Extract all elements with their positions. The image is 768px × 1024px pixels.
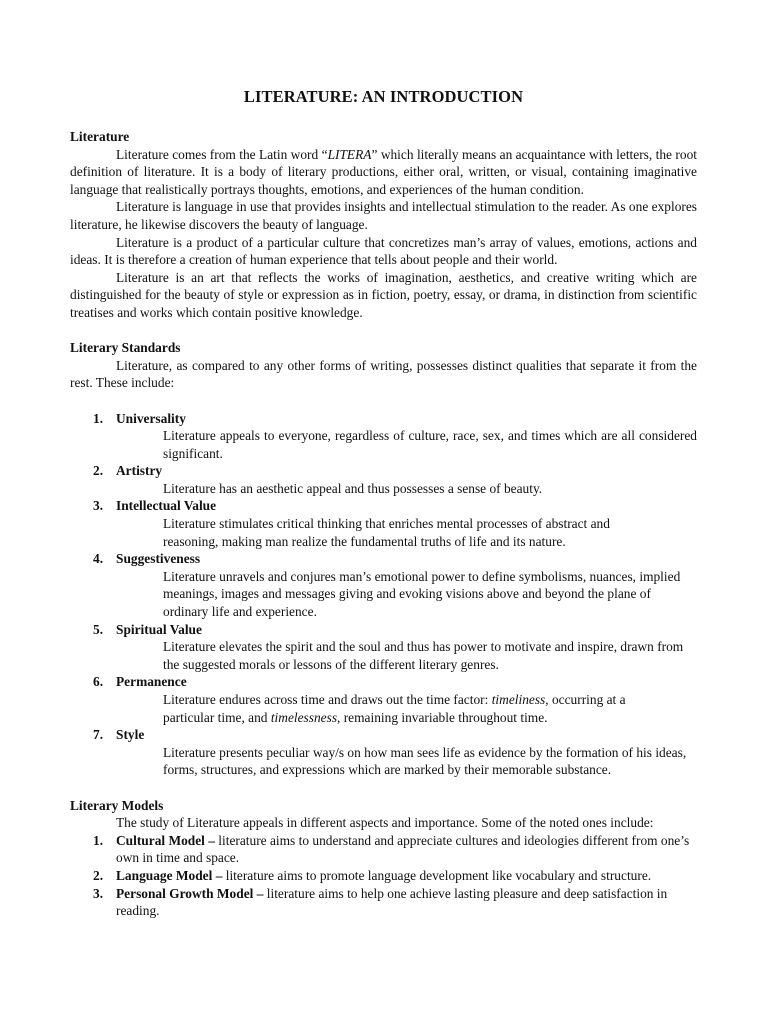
p1-text-after: ” which literally means an acquaintance with letters, the root definition of literature. It is a body of literary productions, either oral, written, or visual, containing imaginative language that realistically portrays thoughts, emotions, and experiences of the human condition. (70, 146, 697, 197)
list-item (70, 726, 697, 779)
model-title: Language Model – (116, 867, 223, 883)
standard-title: Spiritual Value (116, 621, 202, 637)
model-title: Personal Growth Model – (116, 885, 264, 901)
list-number: 6. (93, 674, 104, 690)
permanence-text-a: Literature endures across time and draws out the time factor: (163, 692, 492, 707)
list-number: 2. (93, 463, 104, 479)
permanence-text-c: , remaining invariable throughout time. (337, 709, 548, 725)
list-number: 1. (93, 410, 104, 426)
standard-title: Suggestiveness (116, 551, 201, 567)
standard-description (116, 691, 697, 726)
model-title: Cultural Model – (116, 832, 215, 848)
p1-italic-word: LITERA (327, 146, 372, 162)
list-item (70, 550, 697, 620)
models-intro: The study of Literature appeals in different aspects and importance. Some of the noted ones include: (116, 815, 654, 831)
list-item (70, 832, 697, 867)
literature-paragraph-4: Literature is an art that reflects the works of imagination, aesthetics, and creative writing which are distinguished for the beauty of style or expression as in fiction, poetry, essay, or drama, in distinction from scientific treatises and works which contain positive knowledge. (70, 269, 697, 320)
list-item (70, 410, 697, 463)
standard-description: Literature appeals to everyone, regardless of culture, race, sex, and times which are all considered significant. (163, 428, 697, 461)
list-number: 4. (93, 551, 104, 567)
literature-paragraph-1 (70, 146, 697, 199)
list-item (70, 462, 697, 497)
p1-text-before: Literature comes from the Latin word “ (116, 146, 328, 162)
list-number: 3. (93, 498, 104, 514)
page-title: LITERATURE: AN INTRODUCTION (243, 87, 524, 106)
standard-title: Permanence (116, 674, 187, 690)
permanence-italic-2: timelessness (270, 709, 338, 725)
section-models (70, 797, 697, 920)
list-item (70, 621, 697, 674)
standard-title: Universality (116, 410, 186, 426)
standard-description: Literature presents peculiar way/s on how man sees life as evidence by the formation of his ideas, forms, structures, and expressions which are marked by their memorable substance. (163, 744, 687, 778)
model-description: literature aims to understand and appreciate cultures and ideologies different from one’s own in time and space. (116, 832, 690, 866)
list-item (70, 673, 697, 726)
section-heading-models: Literary Models (70, 797, 164, 813)
section-standards (70, 339, 697, 779)
section-heading-standards: Literary Standards (70, 340, 181, 356)
list-item (70, 885, 697, 920)
standard-description: Literature has an aesthetic appeal and thus possesses a sense of beauty. (163, 480, 543, 496)
literature-paragraph-3: Literature is a product of a particular culture that concretizes man’s array of values, emotions, actions and ideas. It is therefore a creation of human experience that tells about people and their world. (70, 234, 697, 268)
standards-list (70, 410, 697, 779)
list-item (70, 497, 697, 550)
standard-title: Style (116, 727, 145, 743)
list-number: 3. (93, 885, 104, 901)
list-item (70, 867, 697, 885)
list-number: 7. (93, 727, 104, 743)
permanence-text-b: , occurring at a particular time, and (163, 692, 626, 725)
standard-description: Literature elevates the spirit and the soul and thus has power to motivate and inspire, drawn from the suggested morals or lessons of the different literary genres. (163, 639, 684, 672)
standard-title: Artistry (116, 463, 163, 479)
section-heading-literature: Literature (70, 129, 130, 144)
list-number: 1. (93, 832, 104, 848)
standard-description: Literature stimulates critical thinking that enriches mental processes of abstract and reasoning, making man realize the fundamental truths of life and its nature. (163, 516, 610, 549)
standard-description: Literature unravels and conjures man’s emotional power to define symbolisms, nuances, implied meanings, images and messages giving and evoking visions above and beyond the plane of ordinary life and experience. (163, 568, 681, 620)
literature-paragraph-2: Literature is language in use that provides insights and intellectual stimulation to the reader. As one explores literature, he likewise discovers the beauty of language. (70, 199, 697, 232)
model-description: literature aims to help one achieve lasting pleasure and deep satisfaction in reading. (116, 885, 668, 919)
standard-title: Intellectual Value (116, 498, 217, 514)
standards-intro: Literature, as compared to any other forms of writing, possesses distinct qualities that separate it from the rest. These include: (70, 357, 697, 391)
permanence-italic-1: timeliness (491, 692, 546, 707)
model-description: literature aims to promote language development like vocabulary and structure. (222, 867, 652, 883)
section-literature (70, 128, 697, 322)
list-number: 5. (93, 621, 104, 637)
list-number: 2. (93, 867, 104, 883)
